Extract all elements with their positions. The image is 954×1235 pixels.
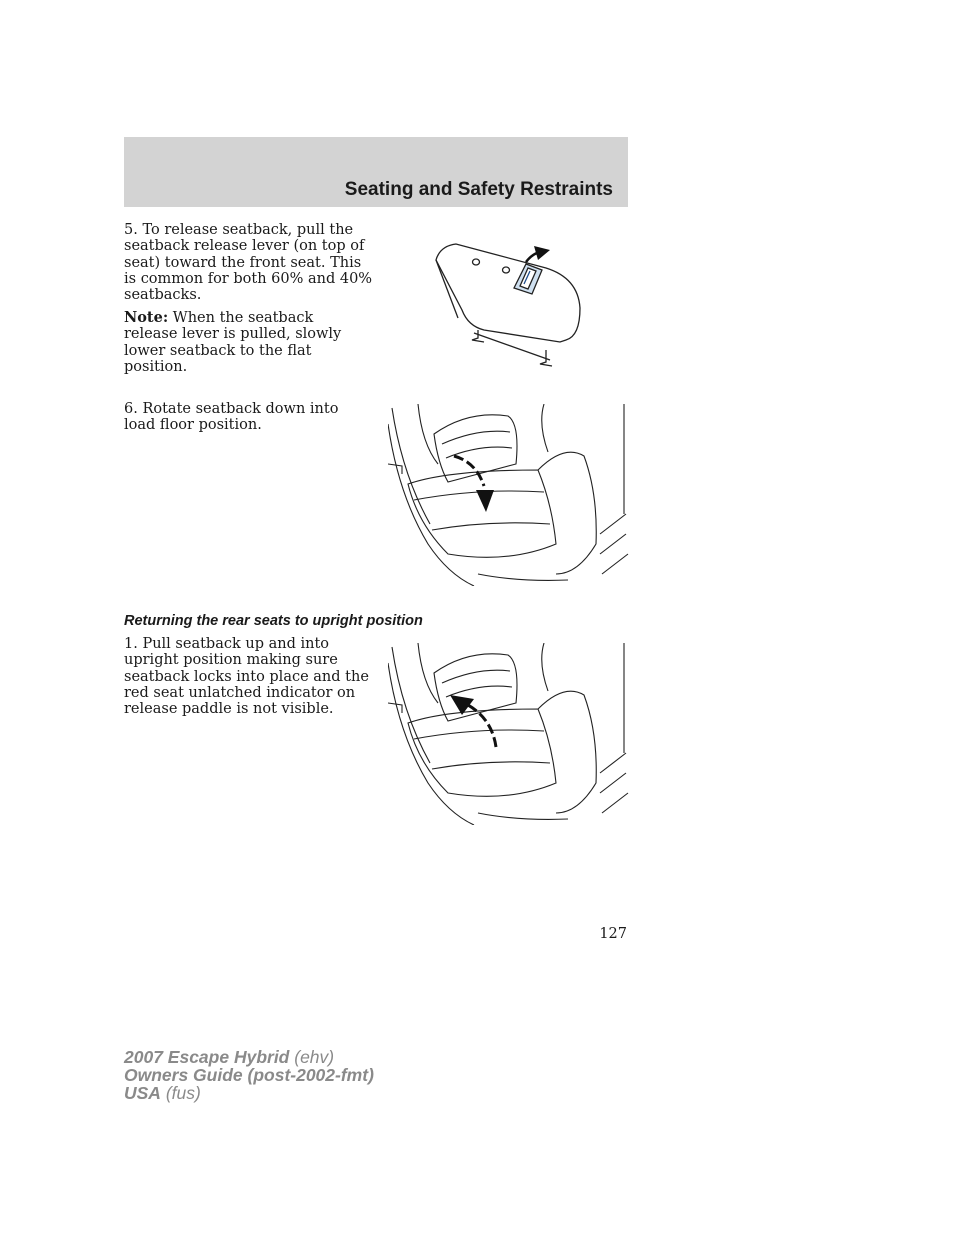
subheading-returning-seats: Returning the rear seats to upright position <box>124 613 423 629</box>
seatback-upright-illustration <box>388 643 630 825</box>
step-1-text: 1. Pull seatback up and into upright position making sure seatback locks into place and the red seat unlatched indicator on release paddle is not visible. <box>124 636 369 718</box>
footer-line-1: 2007 Escape Hybrid (ehv) <box>124 1047 335 1067</box>
step-5-note <box>124 310 364 375</box>
footer-line-3: USA (fus) <box>124 1083 201 1103</box>
note-text: When the seatback release lever is pulled, slowly lower seatback to the flat position. <box>124 310 342 375</box>
document-footer <box>124 1048 374 1102</box>
step-6-text: 6. Rotate seatback down into load floor position. <box>124 401 339 434</box>
step-5-text: 5. To release seatback, pull the seatback release lever (on top of seat) toward the front seat. This is common for both 60% and 40% seatbacks. <box>124 222 373 304</box>
page-number: 127 <box>599 926 627 942</box>
footer-line-2: Owners Guide (post-2002-fmt) <box>124 1065 374 1085</box>
note-label: Note: <box>124 309 169 326</box>
section-header-band <box>124 137 628 207</box>
seatback-fold-down-illustration <box>388 404 630 586</box>
section-title: Seating and Safety Restraints <box>344 179 613 200</box>
seatback-release-lever-illustration <box>428 238 588 373</box>
